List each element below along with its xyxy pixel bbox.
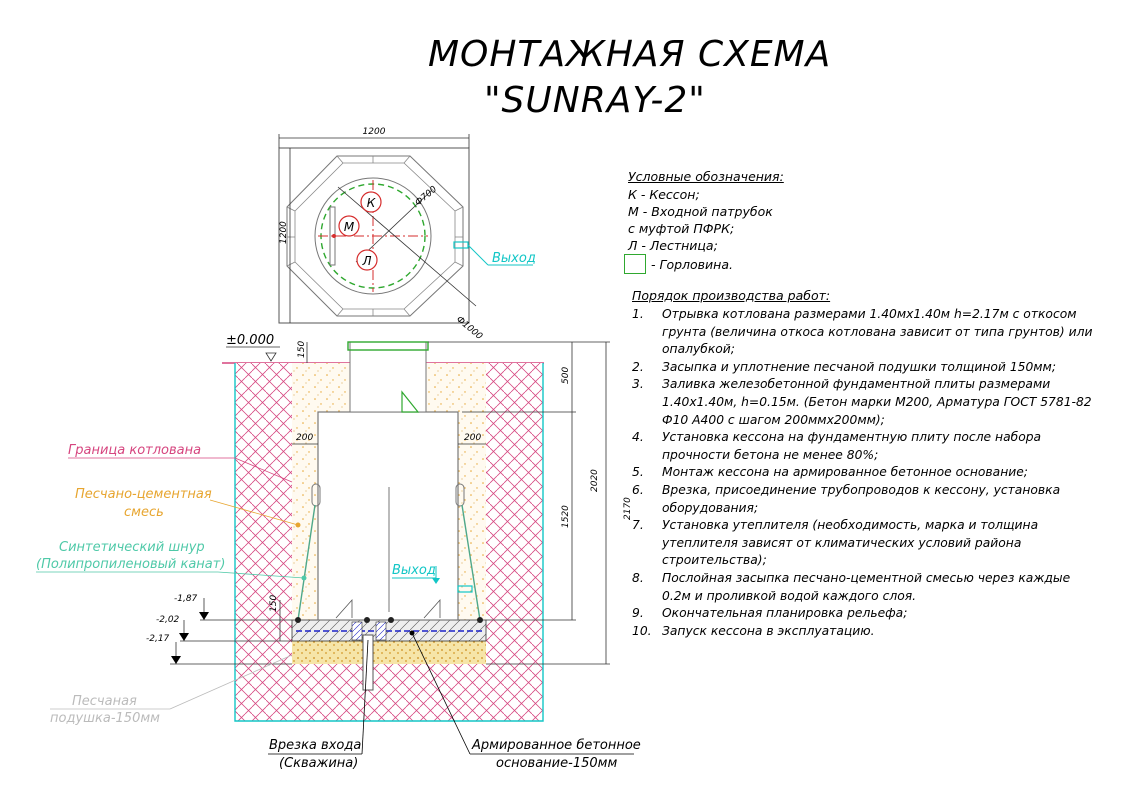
caisson-body <box>318 412 458 620</box>
procedure-step: 1. Отрывка котлована размерами 1.40мх1.40м h=2.17м с откосом грунта (величина откоса котлована зависит от типа грунтов) или опалубкой; <box>632 307 1093 357</box>
procedure-step: 10. Запуск кессона в эксплуатацию. <box>632 623 875 638</box>
legend-item-k: К - Кессон; <box>628 187 700 202</box>
svg-text:М: М <box>343 220 355 234</box>
dim-500: 500 <box>561 366 571 384</box>
callout-base-1: Армированное бетонное <box>472 738 641 753</box>
dim-200-left: 200 <box>296 433 314 443</box>
level-1-87: -1,87 <box>174 594 198 604</box>
dim-150-bottom: 150 <box>269 594 279 612</box>
caisson-neck <box>350 342 426 412</box>
legend-item-m: М - Входной патрубок <box>628 204 773 219</box>
dim-d1000: Ф1000 <box>454 314 484 343</box>
level-zero: ±0.000 <box>226 333 275 348</box>
callout-sand-pad-1: Песчаная <box>72 694 137 709</box>
section-outlet-label: Выход <box>392 563 436 578</box>
procedure-step: 4. Установка кессона на фундаментную плиту после набора прочности бетона не менее 80%; <box>632 430 1042 462</box>
plan-outlet-pipe <box>454 242 468 248</box>
procedure-step: 3. Заливка железобетонной фундаментной плиты размерами 1.40х1.40м, h=0.15м. (Бетон марки М200, Арматура ГОСТ 5781-82 Ф10 А400 с шагом 200ммх200мм); <box>632 377 1092 427</box>
level-2-17: -2,17 <box>146 634 170 644</box>
dim-plan-height: 1200 <box>279 221 289 244</box>
callout-inlet-2: (Скважина) <box>279 756 359 771</box>
legend-item-l: Л - Лестница; <box>628 238 718 253</box>
title-line-1: МОНТАЖНАЯ СХЕМА <box>428 34 832 75</box>
svg-text:Л: Л <box>362 254 372 268</box>
soil-bottom <box>292 664 486 721</box>
dim-200-right: 200 <box>464 433 482 443</box>
callout-pit-boundary: Граница котлована <box>68 443 202 458</box>
callout-cord-2: (Полипропиленовый канат) <box>36 557 226 572</box>
dim-2020: 2020 <box>590 469 600 492</box>
callout-cord-1: Синтетический шнур <box>59 540 205 555</box>
legend-item-neck: - Горловина. <box>651 257 733 272</box>
svg-text:К: К <box>366 196 376 210</box>
callout-sand-cement-2: смесь <box>124 505 164 520</box>
procedure-step: 7. Установка утеплителя (необходимость, марка и толщина утеплителя зависят от климатических условий района строительства); <box>632 518 1039 568</box>
procedure-step: 2. Засыпка и уплотнение песчаной подушки толщиной 150мм; <box>632 359 1056 374</box>
dim-2170: 2170 <box>623 497 633 520</box>
dim-150-top: 150 <box>297 340 307 358</box>
callout-sand-cement-1: Песчано-цементная <box>75 487 212 502</box>
callout-sand-pad-2: подушка-150мм <box>50 711 160 726</box>
title-line-2: "SUNRAY-2" <box>484 80 706 121</box>
dim-d700: Ф700 <box>413 184 440 209</box>
level-2-02: -2,02 <box>156 615 180 625</box>
sand-pad <box>292 641 486 664</box>
plan-view <box>279 127 536 342</box>
procedure-title: Порядок производства работ: <box>632 288 831 303</box>
callout-base-2: основание-150мм <box>496 756 618 771</box>
dim-1520: 1520 <box>561 505 571 528</box>
plan-outlet-label: Выход <box>492 251 536 266</box>
legend-title: Условные обозначения: <box>628 169 784 184</box>
procedure-step: 8. Послойная засыпка песчано-цементной смесью через каждые 0.2м и проливкой водой каждого слоя. <box>632 570 1071 603</box>
procedure-step: 6. Врезка, присоединение трубопроводов к кессону, установка оборудования; <box>632 482 1061 515</box>
dim-plan-width: 1200 <box>362 127 386 137</box>
procedure-step: 9. Окончательная планировка рельефа; <box>632 606 908 621</box>
procedure-step: 5. Монтаж кессона на армированное бетонное основание; <box>632 465 1028 480</box>
legend-item-m-cont: с муфтой ПФРК; <box>628 221 735 236</box>
soil-right <box>486 363 543 721</box>
callout-inlet-1: Врезка входа <box>269 738 362 753</box>
